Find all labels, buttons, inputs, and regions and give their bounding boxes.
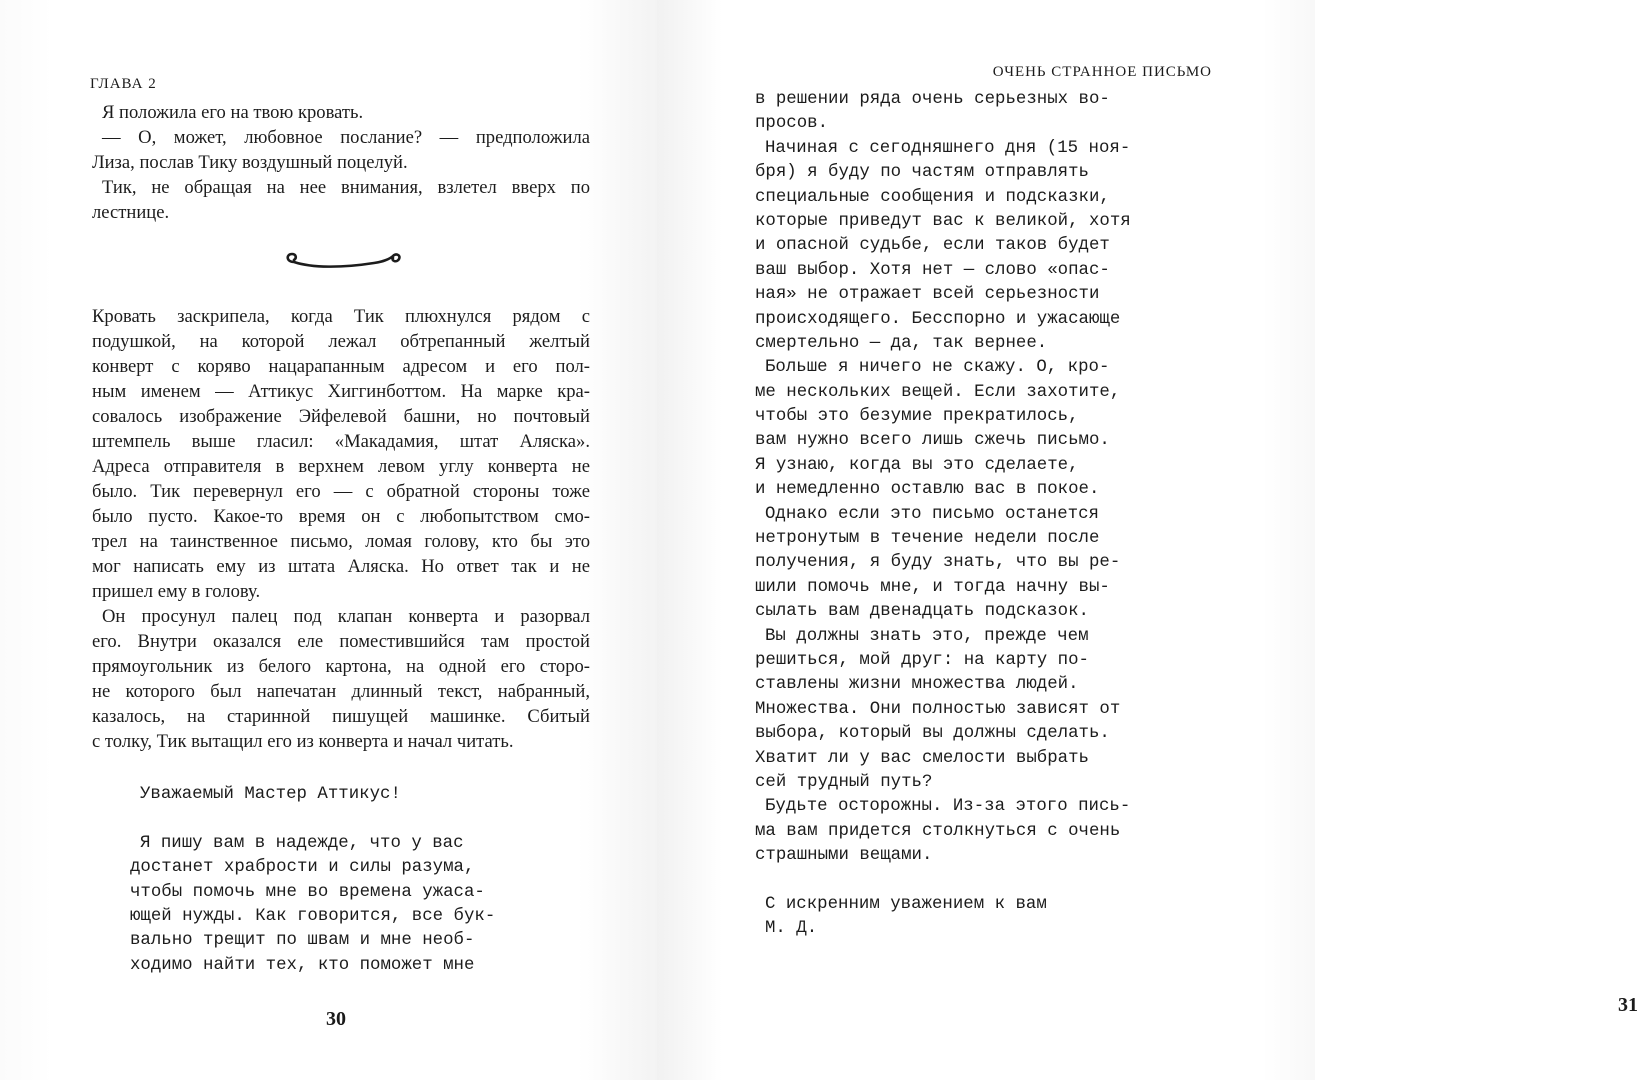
running-head-chapter: ГЛАВА 2 <box>90 76 157 92</box>
right-page <box>657 0 1638 1080</box>
letter-line: нетронутым в течение недели после <box>755 529 1100 549</box>
letter-line: Будьте осторожны. Из-за этого пись- <box>765 797 1131 817</box>
letter-line: ная» не отражает всей серьезности <box>755 285 1100 305</box>
letter-line: и опасной судьбе, если таков будет <box>755 236 1110 256</box>
letter-line: сылать вам двенадцать подсказок. <box>755 602 1089 622</box>
letter-line: Начиная с сегодняшнего дня (15 ноя- <box>765 138 1131 158</box>
opening-paragraphs <box>92 100 590 225</box>
letter-continuation <box>755 88 1185 942</box>
letter-line: Множества. Они полностью зависят от <box>755 699 1121 719</box>
letter-signature: М. Д. <box>765 919 818 939</box>
text-line: трел на таинственное письмо, ломая голову, кто бы это <box>92 531 590 552</box>
letter-line: просов. <box>755 114 829 134</box>
page-number-left: 30 <box>326 1008 346 1030</box>
letter-line: Я пишу вам в надежде, что у вас <box>140 833 464 853</box>
text-line: его. Внутри оказался еле поместившийся там простой <box>92 631 590 652</box>
text-line: Лиза, послав Тику воздушный поцелуй. <box>92 152 408 173</box>
text-line: Тик, не обращая на нее внимания, взлетел вверх по <box>102 177 590 198</box>
letter-greeting: Уважаемый Мастер Аттикус! <box>140 785 401 804</box>
letter-line: бря) я буду по частям отправлять <box>755 163 1089 183</box>
text-line: Я положила его на твою кровать. <box>102 102 364 123</box>
text-line: было. Тик перевернул его — с обратной стороны тоже <box>92 481 590 502</box>
text-line: ным именем — Аттикус Хиггинботтом. На марке кра- <box>92 381 590 402</box>
text-line: казалось, на старинной пишущей машинке. Сбитый <box>92 706 590 727</box>
letter-line: страшными вещами. <box>755 846 933 866</box>
letter-start <box>130 783 550 978</box>
text-line: штемпель выше гласил: «Макадамия, штат Аляска». <box>92 431 590 452</box>
letter-closing: С искренним уважением к вам <box>765 894 1047 914</box>
letter-line: в решении ряда очень серьезных во- <box>755 90 1110 109</box>
letter-line: Я узнаю, когда вы это сделаете, <box>755 455 1079 475</box>
text-line: конверт с коряво нацарапанным адресом и его пол- <box>92 356 590 377</box>
letter-line: ме нескольких вещей. Если захотите, <box>755 382 1121 402</box>
section-paragraphs <box>92 304 590 754</box>
text-line: лестнице. <box>92 202 170 223</box>
letter-line: которые приведут вас к великой, хотя <box>755 211 1131 231</box>
letter-line: чтобы это безумие прекратилось, <box>755 407 1079 427</box>
letter-line: Больше я ничего не скажу. О, кро- <box>765 358 1110 378</box>
letter-line: смертельно — да, так вернее. <box>755 333 1048 353</box>
letter-line: Вы должны знать это, прежде чем <box>765 626 1089 646</box>
letter-line: Хватит ли у вас смелости выбрать <box>755 748 1089 768</box>
letter-line: вально трещит по швам и мне необ- <box>130 931 475 951</box>
letter-line: ма вам придется столкнуться с очень <box>755 821 1121 841</box>
letter-line: решиться, мой друг: на карту по- <box>755 650 1089 670</box>
scroll-ornament-icon <box>282 246 404 276</box>
letter-line: получения, я буду знать, что вы ре- <box>755 553 1121 573</box>
text-line: пришел ему в голову. <box>92 581 261 602</box>
letter-line: специальные сообщения и подсказки, <box>755 187 1110 207</box>
page-number-right: 31 <box>1618 994 1638 1016</box>
letter-line: шили помочь мне, и тогда начну вы- <box>755 577 1110 597</box>
letter-line: вам нужно всего лишь сжечь письмо. <box>755 431 1110 451</box>
letter-line: Однако если это письмо останется <box>765 504 1099 524</box>
letter-line: сей трудный путь? <box>755 772 933 792</box>
letter-line: происходящего. Бесспорно и ужасающе <box>755 309 1121 329</box>
text-line: Кровать заскрипела, когда Тик плюхнулся рядом с <box>92 306 590 327</box>
text-line: не которого был напечатан длинный текст, набранный, <box>92 681 590 702</box>
letter-line: достанет храбрости и силы разума, <box>130 858 475 878</box>
text-line: Адреса отправителя в верхнем левом углу конверта не <box>92 456 590 477</box>
text-line: подушкой, на которой лежал обтрепанный желтый <box>92 331 590 352</box>
text-line: прямоугольник из белого картона, на одной его сторо- <box>92 656 590 677</box>
running-head-title: ОЧЕНЬ СТРАННОЕ ПИСЬМО <box>992 64 1212 80</box>
text-line: с толку, Тик вытащил его из конверта и начал читать. <box>92 731 514 752</box>
letter-line: выбора, который вы должны сделать. <box>755 724 1110 744</box>
text-line: было пусто. Какое-то время он с любопытством смо- <box>92 506 590 527</box>
letter-line: чтобы помочь мне во времена ужаса- <box>130 882 485 902</box>
text-line: совалось изображение Эйфелевой башни, но почтовый <box>92 406 590 427</box>
letter-line: ставлены жизни множества людей. <box>755 675 1079 695</box>
text-line: Он просунул палец под клапан конверта и разорвал <box>102 606 590 627</box>
letter-line: ющей нужды. Как говорится, все бук- <box>130 906 496 926</box>
letter-line: и немедленно оставлю вас в покое. <box>755 480 1100 500</box>
letter-line: ваш выбор. Хотя нет — слово «опас- <box>755 260 1110 280</box>
text-line: — О, может, любовное послание? — предположила <box>102 127 590 148</box>
letter-line: ходимо найти тех, кто поможет мне <box>130 955 475 975</box>
text-line: мог написать ему из штата Аляска. Но ответ так и не <box>92 556 590 577</box>
left-page <box>0 0 657 1080</box>
